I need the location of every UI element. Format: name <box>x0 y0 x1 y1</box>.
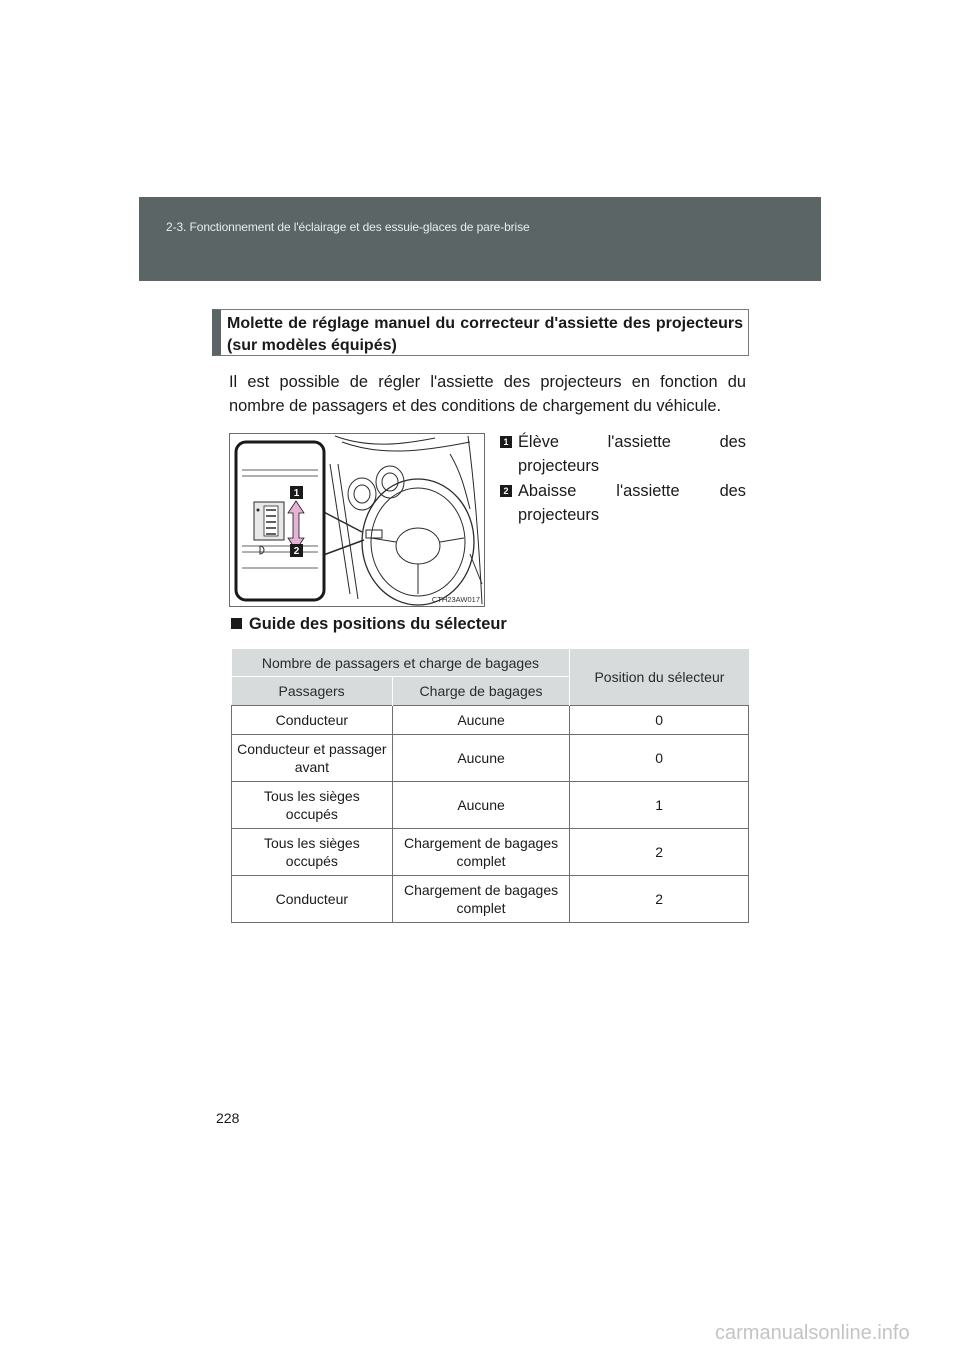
cell-load: Aucune <box>392 706 570 735</box>
cell-position: 2 <box>570 876 749 923</box>
callout-number: 1 <box>500 436 512 448</box>
callout-text-cont: projecteurs <box>518 457 600 475</box>
table-header-passengers: Passagers <box>232 677 393 706</box>
subheading <box>231 615 507 634</box>
cell-passengers: Conducteur <box>232 876 393 923</box>
cell-load: Chargement de bagages complet <box>392 876 570 923</box>
table-row <box>232 782 749 829</box>
page-number: 228 <box>216 1110 240 1126</box>
table-header-load: Charge de bagages <box>392 677 570 706</box>
table-row <box>232 706 749 735</box>
figure-marker-1: 1 <box>293 488 300 499</box>
callout-item-lower <box>500 479 746 527</box>
cell-passengers: Conducteur <box>232 706 393 735</box>
cell-position: 0 <box>570 706 749 735</box>
cell-load: Aucune <box>392 782 570 829</box>
watermark[interactable]: carmanualsonline.info <box>715 1322 910 1344</box>
figure-marker-2: 2 <box>293 546 300 557</box>
table-header-group: Nombre de passagers et charge de bagages <box>232 649 570 677</box>
cell-load: Aucune <box>392 735 570 782</box>
selector-position-table <box>231 649 749 923</box>
topic-title-box <box>212 309 749 356</box>
intro-paragraph: Il est possible de régler l'assiette des projecteurs en fonction du nombre de passagers et des conditions de chargement du véhicule. <box>229 373 746 415</box>
table-row <box>232 829 749 876</box>
cell-position: 0 <box>570 735 749 782</box>
table-row <box>232 735 749 782</box>
figure-code: CTH23AW017 <box>431 595 480 604</box>
headlight-leveling-illustration <box>229 433 485 607</box>
square-bullet-icon <box>231 618 242 629</box>
callout-item-raise <box>500 430 746 478</box>
cell-position: 2 <box>570 829 749 876</box>
table-header-position: Position du sélecteur <box>570 649 749 706</box>
topic-title: Molette de réglage manuel du correcteur d'assiette des projecteurs (sur modèles équipés) <box>227 315 743 354</box>
callout-number: 2 <box>500 485 512 497</box>
callout-list <box>500 430 746 528</box>
table-row <box>232 876 749 923</box>
subheading-text: Guide des positions du sélecteur <box>249 615 507 633</box>
callout-text: Élève l'assiette des <box>518 433 746 451</box>
cell-passengers: Tous les sièges occupés <box>232 829 393 876</box>
cell-passengers: Conducteur et passager avant <box>232 735 393 782</box>
section-header-band <box>139 197 821 281</box>
cell-load: Chargement de bagages complet <box>392 829 570 876</box>
callout-text: Abaisse l'assiette des <box>518 482 746 500</box>
dashboard-drawing <box>230 434 484 606</box>
cell-passengers: Tous les sièges occupés <box>232 782 393 829</box>
callout-text-cont: projecteurs <box>518 506 600 524</box>
cell-position: 1 <box>570 782 749 829</box>
section-title: 2-3. Fonctionnement de l'éclairage et des essuie-glaces de pare-brise <box>166 220 530 234</box>
